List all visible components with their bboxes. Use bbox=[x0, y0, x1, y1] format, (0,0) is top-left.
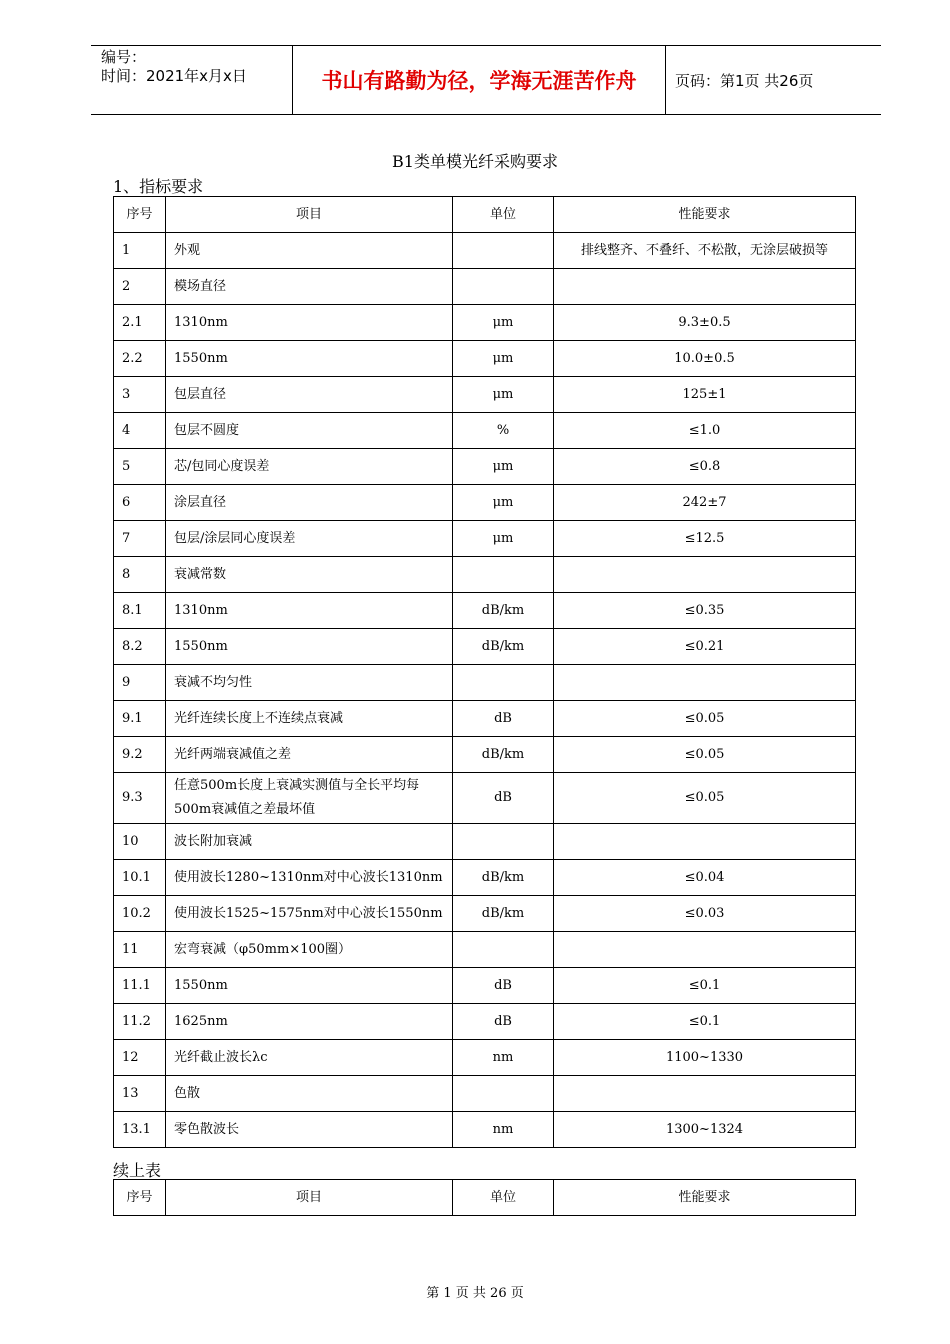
row-item-cell: 1625nm bbox=[166, 1004, 453, 1040]
row-item-cell: 零色散波长 bbox=[166, 1112, 453, 1148]
row-number-cell: 11 bbox=[114, 932, 166, 968]
row-requirement-cell: ≤0.21 bbox=[554, 629, 856, 665]
table-row bbox=[114, 737, 856, 773]
row-item-cell: 包层不圆度 bbox=[166, 413, 453, 449]
row-item-cell: 衰减常数 bbox=[166, 557, 453, 593]
row-item-cell: 涂层直径 bbox=[166, 485, 453, 521]
row-requirement-cell: ≤0.05 bbox=[554, 701, 856, 737]
table-row bbox=[114, 860, 856, 896]
row-number-cell: 4 bbox=[114, 413, 166, 449]
row-requirement-cell bbox=[554, 665, 856, 701]
page-header bbox=[91, 45, 881, 115]
row-number-cell: 10 bbox=[114, 824, 166, 860]
row-item-cell: 1310nm bbox=[166, 305, 453, 341]
row-item-cell: 1550nm bbox=[166, 341, 453, 377]
row-requirement-cell: ≤0.05 bbox=[554, 737, 856, 773]
table-row bbox=[114, 824, 856, 860]
row-number-cell: 1 bbox=[114, 233, 166, 269]
table-row bbox=[114, 1004, 856, 1040]
row-unit-cell: μm bbox=[453, 377, 554, 413]
row-unit-cell: dB bbox=[453, 773, 554, 824]
table-row bbox=[114, 932, 856, 968]
row-requirement-cell bbox=[554, 932, 856, 968]
row-requirement-cell bbox=[554, 557, 856, 593]
row-requirement-cell: 1100~1330 bbox=[554, 1040, 856, 1076]
row-unit-cell: μm bbox=[453, 485, 554, 521]
table-row bbox=[114, 269, 856, 305]
table-row bbox=[114, 557, 856, 593]
section-title: 1、指标要求 bbox=[113, 177, 204, 196]
row-item-cell: 外观 bbox=[166, 233, 453, 269]
table-row bbox=[114, 968, 856, 1004]
row-requirement-cell: 125±1 bbox=[554, 377, 856, 413]
row-item-cell: 色散 bbox=[166, 1076, 453, 1112]
row-item-cell: 包层/涂层同心度误差 bbox=[166, 521, 453, 557]
row-item-cell: 模场直径 bbox=[166, 269, 453, 305]
column-header: 单位 bbox=[453, 197, 554, 233]
table-row bbox=[114, 233, 856, 269]
row-requirement-cell: 9.3±0.5 bbox=[554, 305, 856, 341]
row-unit-cell: dB bbox=[453, 701, 554, 737]
row-requirement-cell: ≤12.5 bbox=[554, 521, 856, 557]
row-requirement-cell: ≤0.8 bbox=[554, 449, 856, 485]
row-number-cell: 10.1 bbox=[114, 860, 166, 896]
row-number-cell: 8 bbox=[114, 557, 166, 593]
table-row bbox=[114, 629, 856, 665]
table-row bbox=[114, 377, 856, 413]
row-unit-cell: dB bbox=[453, 968, 554, 1004]
row-number-cell: 6 bbox=[114, 485, 166, 521]
row-unit-cell: μm bbox=[453, 521, 554, 557]
row-item-cell: 包层直径 bbox=[166, 377, 453, 413]
row-item-cell: 衰减不均匀性 bbox=[166, 665, 453, 701]
row-number-cell: 2.1 bbox=[114, 305, 166, 341]
row-number-cell: 8.1 bbox=[114, 593, 166, 629]
row-item-cell: 光纤连续长度上不连续点衰减 bbox=[166, 701, 453, 737]
row-requirement-cell: ≤0.1 bbox=[554, 1004, 856, 1040]
row-number-cell: 13.1 bbox=[114, 1112, 166, 1148]
row-number-cell: 9.3 bbox=[114, 773, 166, 824]
row-number-cell: 8.2 bbox=[114, 629, 166, 665]
row-unit-cell: % bbox=[453, 413, 554, 449]
table-row bbox=[114, 305, 856, 341]
row-requirement-cell bbox=[554, 824, 856, 860]
row-unit-cell: nm bbox=[453, 1112, 554, 1148]
row-requirement-cell: 242±7 bbox=[554, 485, 856, 521]
row-item-cell: 光纤两端衰减值之差 bbox=[166, 737, 453, 773]
column-header: 项目 bbox=[166, 1180, 453, 1216]
row-unit-cell: dB/km bbox=[453, 629, 554, 665]
column-header: 序号 bbox=[114, 197, 166, 233]
column-header: 性能要求 bbox=[554, 1180, 856, 1216]
column-header: 项目 bbox=[166, 197, 453, 233]
document-title: B1类单模光纤采购要求 bbox=[392, 152, 558, 171]
row-number-cell: 10.2 bbox=[114, 896, 166, 932]
row-unit-cell bbox=[453, 557, 554, 593]
table-row bbox=[114, 896, 856, 932]
row-item-cell: 使用波长1525~1575nm对中心波长1550nm bbox=[166, 896, 453, 932]
row-item-cell: 光纤截止波长λc bbox=[166, 1040, 453, 1076]
header-motto: 书山有路勤为径，学海无涯苦作舟 bbox=[321, 69, 637, 93]
row-number-cell: 5 bbox=[114, 449, 166, 485]
row-item-cell: 任意500m长度上衰减实测值与全长平均每500m衰减值之差最坏值 bbox=[166, 773, 453, 824]
column-header: 性能要求 bbox=[554, 197, 856, 233]
row-item-cell: 1550nm bbox=[166, 968, 453, 1004]
header-divider bbox=[665, 46, 666, 114]
table-row bbox=[114, 1040, 856, 1076]
table-row bbox=[114, 413, 856, 449]
row-requirement-cell: ≤0.05 bbox=[554, 773, 856, 824]
row-item-cell: 1550nm bbox=[166, 629, 453, 665]
row-requirement-cell: ≤0.03 bbox=[554, 896, 856, 932]
row-item-cell: 波长附加衰减 bbox=[166, 824, 453, 860]
row-item-cell: 使用波长1280~1310nm对中心波长1310nm bbox=[166, 860, 453, 896]
table-row bbox=[114, 521, 856, 557]
row-requirement-cell: ≤0.1 bbox=[554, 968, 856, 1004]
spec-table bbox=[113, 196, 856, 1148]
row-unit-cell bbox=[453, 824, 554, 860]
row-requirement-cell: 排线整齐、不叠纤、不松散，无涂层破损等 bbox=[554, 233, 856, 269]
row-requirement-cell: 1300~1324 bbox=[554, 1112, 856, 1148]
row-requirement-cell bbox=[554, 1076, 856, 1112]
row-requirement-cell: ≤1.0 bbox=[554, 413, 856, 449]
row-unit-cell: μm bbox=[453, 305, 554, 341]
continued-table bbox=[113, 1179, 856, 1216]
row-unit-cell: μm bbox=[453, 341, 554, 377]
table-row bbox=[114, 773, 856, 824]
row-number-cell: 7 bbox=[114, 521, 166, 557]
row-number-cell: 13 bbox=[114, 1076, 166, 1112]
row-unit-cell: dB/km bbox=[453, 593, 554, 629]
time-label: 时间：2021年x月x日 bbox=[101, 67, 247, 85]
row-requirement-cell bbox=[554, 269, 856, 305]
row-number-cell: 9.1 bbox=[114, 701, 166, 737]
row-number-cell: 3 bbox=[114, 377, 166, 413]
row-requirement-cell: ≤0.35 bbox=[554, 593, 856, 629]
page-footer: 第 1 页 共 26 页 bbox=[426, 1286, 524, 1301]
header-meta bbox=[101, 48, 291, 86]
continued-label: 续上表 bbox=[113, 1161, 162, 1180]
header-page-info: 页码：第1页 共26页 bbox=[675, 71, 814, 90]
row-item-cell: 芯/包同心度误差 bbox=[166, 449, 453, 485]
row-requirement-cell: ≤0.04 bbox=[554, 860, 856, 896]
row-number-cell: 11.1 bbox=[114, 968, 166, 1004]
row-number-cell: 9.2 bbox=[114, 737, 166, 773]
table-row bbox=[114, 1076, 856, 1112]
row-unit-cell: μm bbox=[453, 449, 554, 485]
column-header: 序号 bbox=[114, 1180, 166, 1216]
row-number-cell: 2.2 bbox=[114, 341, 166, 377]
table-row bbox=[114, 593, 856, 629]
row-unit-cell bbox=[453, 932, 554, 968]
table-row bbox=[114, 341, 856, 377]
row-unit-cell: dB/km bbox=[453, 896, 554, 932]
table-row bbox=[114, 449, 856, 485]
row-unit-cell bbox=[453, 233, 554, 269]
serial-label: 编号： bbox=[101, 48, 147, 66]
row-number-cell: 2 bbox=[114, 269, 166, 305]
table-row bbox=[114, 701, 856, 737]
row-unit-cell: dB bbox=[453, 1004, 554, 1040]
table-row bbox=[114, 1112, 856, 1148]
row-number-cell: 12 bbox=[114, 1040, 166, 1076]
row-requirement-cell: 10.0±0.5 bbox=[554, 341, 856, 377]
table-row bbox=[114, 665, 856, 701]
row-item-cell: 1310nm bbox=[166, 593, 453, 629]
row-unit-cell: dB/km bbox=[453, 737, 554, 773]
table-header-row bbox=[114, 1180, 856, 1216]
row-unit-cell bbox=[453, 665, 554, 701]
row-unit-cell bbox=[453, 1076, 554, 1112]
row-item-cell: 宏弯衰减（φ50mm×100圈） bbox=[166, 932, 453, 968]
row-number-cell: 11.2 bbox=[114, 1004, 166, 1040]
column-header: 单位 bbox=[453, 1180, 554, 1216]
table-header-row bbox=[114, 197, 856, 233]
table-row bbox=[114, 485, 856, 521]
row-unit-cell: nm bbox=[453, 1040, 554, 1076]
row-unit-cell: dB/km bbox=[453, 860, 554, 896]
row-number-cell: 9 bbox=[114, 665, 166, 701]
row-unit-cell bbox=[453, 269, 554, 305]
